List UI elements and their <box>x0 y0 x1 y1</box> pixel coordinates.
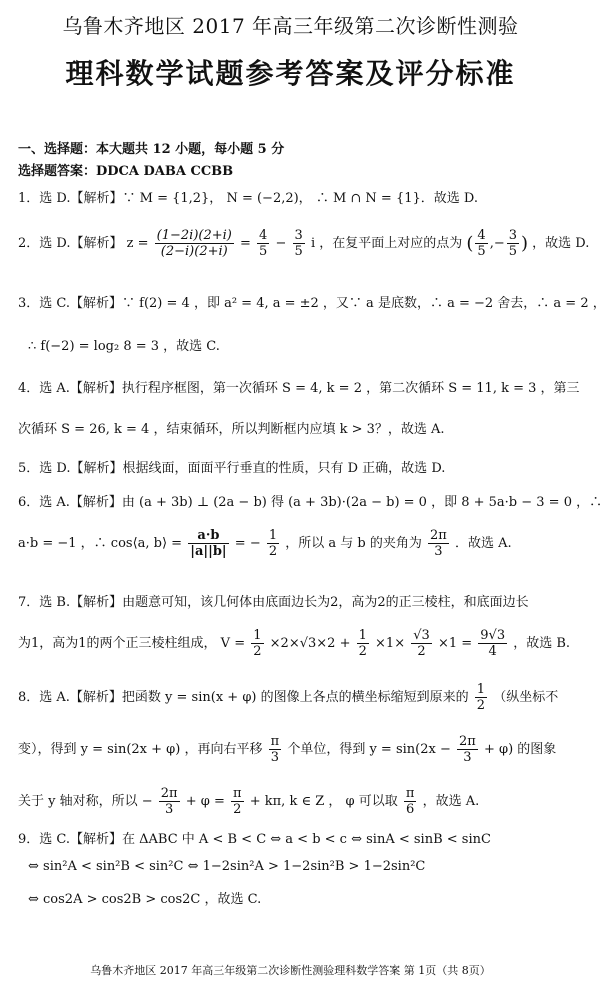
q8-fc-den: 3 <box>463 750 472 765</box>
q6-text-d: ，所以 a 与 b 的夹角为 <box>285 536 422 551</box>
q3-solution-line2: ∴ f(−2) = log₂ 8 = 3 ，故选 C. <box>28 339 220 354</box>
q2-f2-den: 5 <box>259 244 268 259</box>
q6-text-e: ．故选 A. <box>455 536 512 551</box>
q8-text-g: + φ = <box>185 794 225 809</box>
q7-text-e: ×1 = <box>437 636 473 651</box>
q2-text-d: i ，在复平面上对应的点为 <box>310 236 463 251</box>
q7-fraction-3 <box>411 628 432 659</box>
q6-text-c: = − <box>234 536 261 551</box>
q7-f3-num: √3 <box>413 628 430 643</box>
q8-fraction-f <box>404 786 417 817</box>
q8-ff-den: 6 <box>406 802 415 817</box>
section-heading: 一、选择题：本大题共 12 小题，每小题 5 分 <box>18 142 285 157</box>
q8-fraction-a <box>475 682 487 713</box>
q9-solution-line2: ⇔ sin²A < sin²B < sin²C ⇔ 1−2sin²A > 1−2sin²B > 1−2sin²C <box>28 859 426 874</box>
q1-solution: 1．选 D.【解析】∵ M = {1,2}， N = (−2,2)， ∴ M ∩ N = {1}．故选 D. <box>18 191 478 206</box>
q2-f1-den: (2−i)(2+i) <box>160 244 228 259</box>
q2-px-num: 4 <box>477 228 486 243</box>
q2-text-e: ，故选 D. <box>532 236 590 251</box>
q8-text-b: （纵坐标不 <box>493 690 559 705</box>
q2-solution: 2．选 D.【解析】 z = $\frac{(1-2i)(2+i)}{(2-i)(2+i)}$ = $\frac{4}{5}$ − $\frac{3}{5}$ i ，在复平面上对应的点为 ( $\frac{4}{5}$ ,− $\frac{3}{5}$ ) ，故选 D. <box>18 228 590 259</box>
q6-fraction-3 <box>428 528 449 559</box>
q7-fraction-1 <box>251 628 263 659</box>
q2-point-x <box>475 228 487 259</box>
q8-text-d: 个单位，得到 y = sin(2x − <box>287 742 451 757</box>
q6-fraction-2 <box>267 528 279 559</box>
document-subtitle: 乌鲁木齐地区 2017 年高三年级第二次诊断性测验 <box>62 14 519 38</box>
q2-px-den: 5 <box>477 244 486 259</box>
q2-fraction-1 <box>155 228 234 259</box>
q5-solution: 5．选 D.【解析】根据线面，面面平行垂直的性质，只有 D 正确，故选 D. <box>18 461 446 476</box>
q7-solution-line1: 7．选 B.【解析】由题意可知，该几何体由底面边长为2，高为2的正三棱柱，和底面边长 <box>18 595 529 610</box>
q8-text-a: 8．选 A.【解析】把函数 y = sin(x + φ) 的图像上各点的横坐标缩短到原来的 <box>18 690 469 705</box>
page-footer: 乌鲁木齐地区 2017 年高三年级第二次诊断性测验理科数学答案 第 1页（共 8页） <box>90 964 491 977</box>
q2-f3-den: 5 <box>294 244 303 259</box>
q8-fraction-d <box>159 786 180 817</box>
q6-f1-num: a·b <box>188 528 228 544</box>
q7-fraction-2 <box>357 628 369 659</box>
q7-fraction-4 <box>478 628 507 659</box>
q6-f3-den: 3 <box>434 544 443 559</box>
q2-fraction-2 <box>257 228 269 259</box>
q6-text-b: a·b = −1 ，∴ cos⟨a, b⟩ = <box>18 536 183 551</box>
q2-py-den: 5 <box>508 244 517 259</box>
q6-f3-num: 2π <box>430 528 447 543</box>
q8-fraction-b <box>269 734 282 765</box>
q2-point-y <box>507 228 519 259</box>
q8-text-h: + kπ, k ∈ Z ， φ 可以取 <box>249 794 398 809</box>
q2-py-num: 3 <box>508 228 517 243</box>
q9-solution-line1: 9．选 C.【解析】在 ΔABC 中 A < B < C ⇔ a < b < c ⇔ sinA < sinB < sinC <box>18 832 491 847</box>
q7-f4-num: 9√3 <box>480 628 506 643</box>
q4-solution-line2: 次循环 S = 26, k = 4 ，结束循环，所以判断框内应填 k > 3？，故选 A. <box>18 422 445 437</box>
q2-fraction-3 <box>293 228 305 259</box>
q6-fraction-1 <box>188 528 228 559</box>
q7-text-g: ，故选 B. <box>513 636 571 651</box>
q7-text-b: 为1，高为1的两个正三棱柱组成， V = <box>18 636 246 651</box>
q8-fb-num: π <box>270 734 280 749</box>
q6-solution-line2 <box>18 528 570 559</box>
q7-text-c: ×2×√3×2 + <box>269 636 351 651</box>
q2-f1-num: (1−2i)(2+i) <box>156 228 232 243</box>
document-title: 理科数学试题参考答案及评分标准 <box>65 57 516 90</box>
q4-solution-line1: 4．选 A.【解析】执行程序框图，第一次循环 S = 4, k = 2 ，第二次循环 S = 11, k = 3 ，第三 <box>18 381 580 396</box>
q8-solution-line1 <box>18 682 570 713</box>
q7-f1-den: 2 <box>253 644 262 659</box>
q8-fe-den: 2 <box>233 802 242 817</box>
q6-solution-line1: 6．选 A.【解析】由 (a + 3b) ⊥ (2a − b) 得 (a + 3b)·(2a − b) = 0 ，即 8 + 5a·b − 3 = 0 ，∴ <box>18 495 603 510</box>
q8-solution-line3 <box>18 786 570 817</box>
q8-fd-num: 2π <box>160 786 178 801</box>
q7-solution-line2 <box>18 628 570 659</box>
q9-solution-line3: ⇔ cos2A > cos2B > cos2C ，故选 C. <box>28 892 262 907</box>
q8-ff-num: π <box>405 786 415 801</box>
q2-text-a: 2．选 D.【解析】 z = <box>18 236 149 251</box>
q3-solution-line1: 3．选 C.【解析】∵ f(2) = 4 ，即 a² = 4, a = ±2 ，又∵ a 是底数，∴ a = −2 舍去，∴ a = 2 ， <box>18 296 606 311</box>
q8-fraction-e <box>231 786 244 817</box>
q2-text-b: = <box>240 236 251 251</box>
q6-f2-num: 1 <box>268 528 278 543</box>
q8-text-e: + φ) 的图象 <box>483 742 557 757</box>
q7-f2-den: 2 <box>358 644 367 659</box>
q8-solution-line2 <box>18 734 570 765</box>
q8-fc-num: 2π <box>459 734 476 749</box>
q8-text-f: 关于 y 轴对称，所以 − <box>18 794 153 809</box>
q7-text-d: ×1× <box>375 636 406 651</box>
q8-text-c: 变），得到 y = sin(2x + φ) ，再向右平移 <box>18 742 263 757</box>
q8-fd-den: 3 <box>165 802 174 817</box>
q7-f4-den: 4 <box>488 644 497 659</box>
q8-fa-den: 2 <box>476 698 486 713</box>
q6-f2-den: 2 <box>268 544 278 559</box>
q7-f2-num: 1 <box>358 628 367 643</box>
q7-f3-den: 2 <box>417 644 426 659</box>
q8-fe-num: π <box>233 786 242 801</box>
q8-fa-num: 1 <box>476 682 486 697</box>
q2-text-c: − <box>275 236 287 251</box>
q8-fraction-c <box>457 734 478 765</box>
q6-f1-den: |a||b| <box>190 544 227 559</box>
q8-fb-den: 3 <box>270 750 280 765</box>
q8-text-i: ，故选 A. <box>422 794 480 809</box>
q2-f3-num: 3 <box>294 228 303 243</box>
q7-f1-num: 1 <box>253 628 262 643</box>
q2-f2-num: 4 <box>259 228 268 243</box>
answer-key: 选择题答案：DDCA DABA CCBB <box>18 164 234 179</box>
